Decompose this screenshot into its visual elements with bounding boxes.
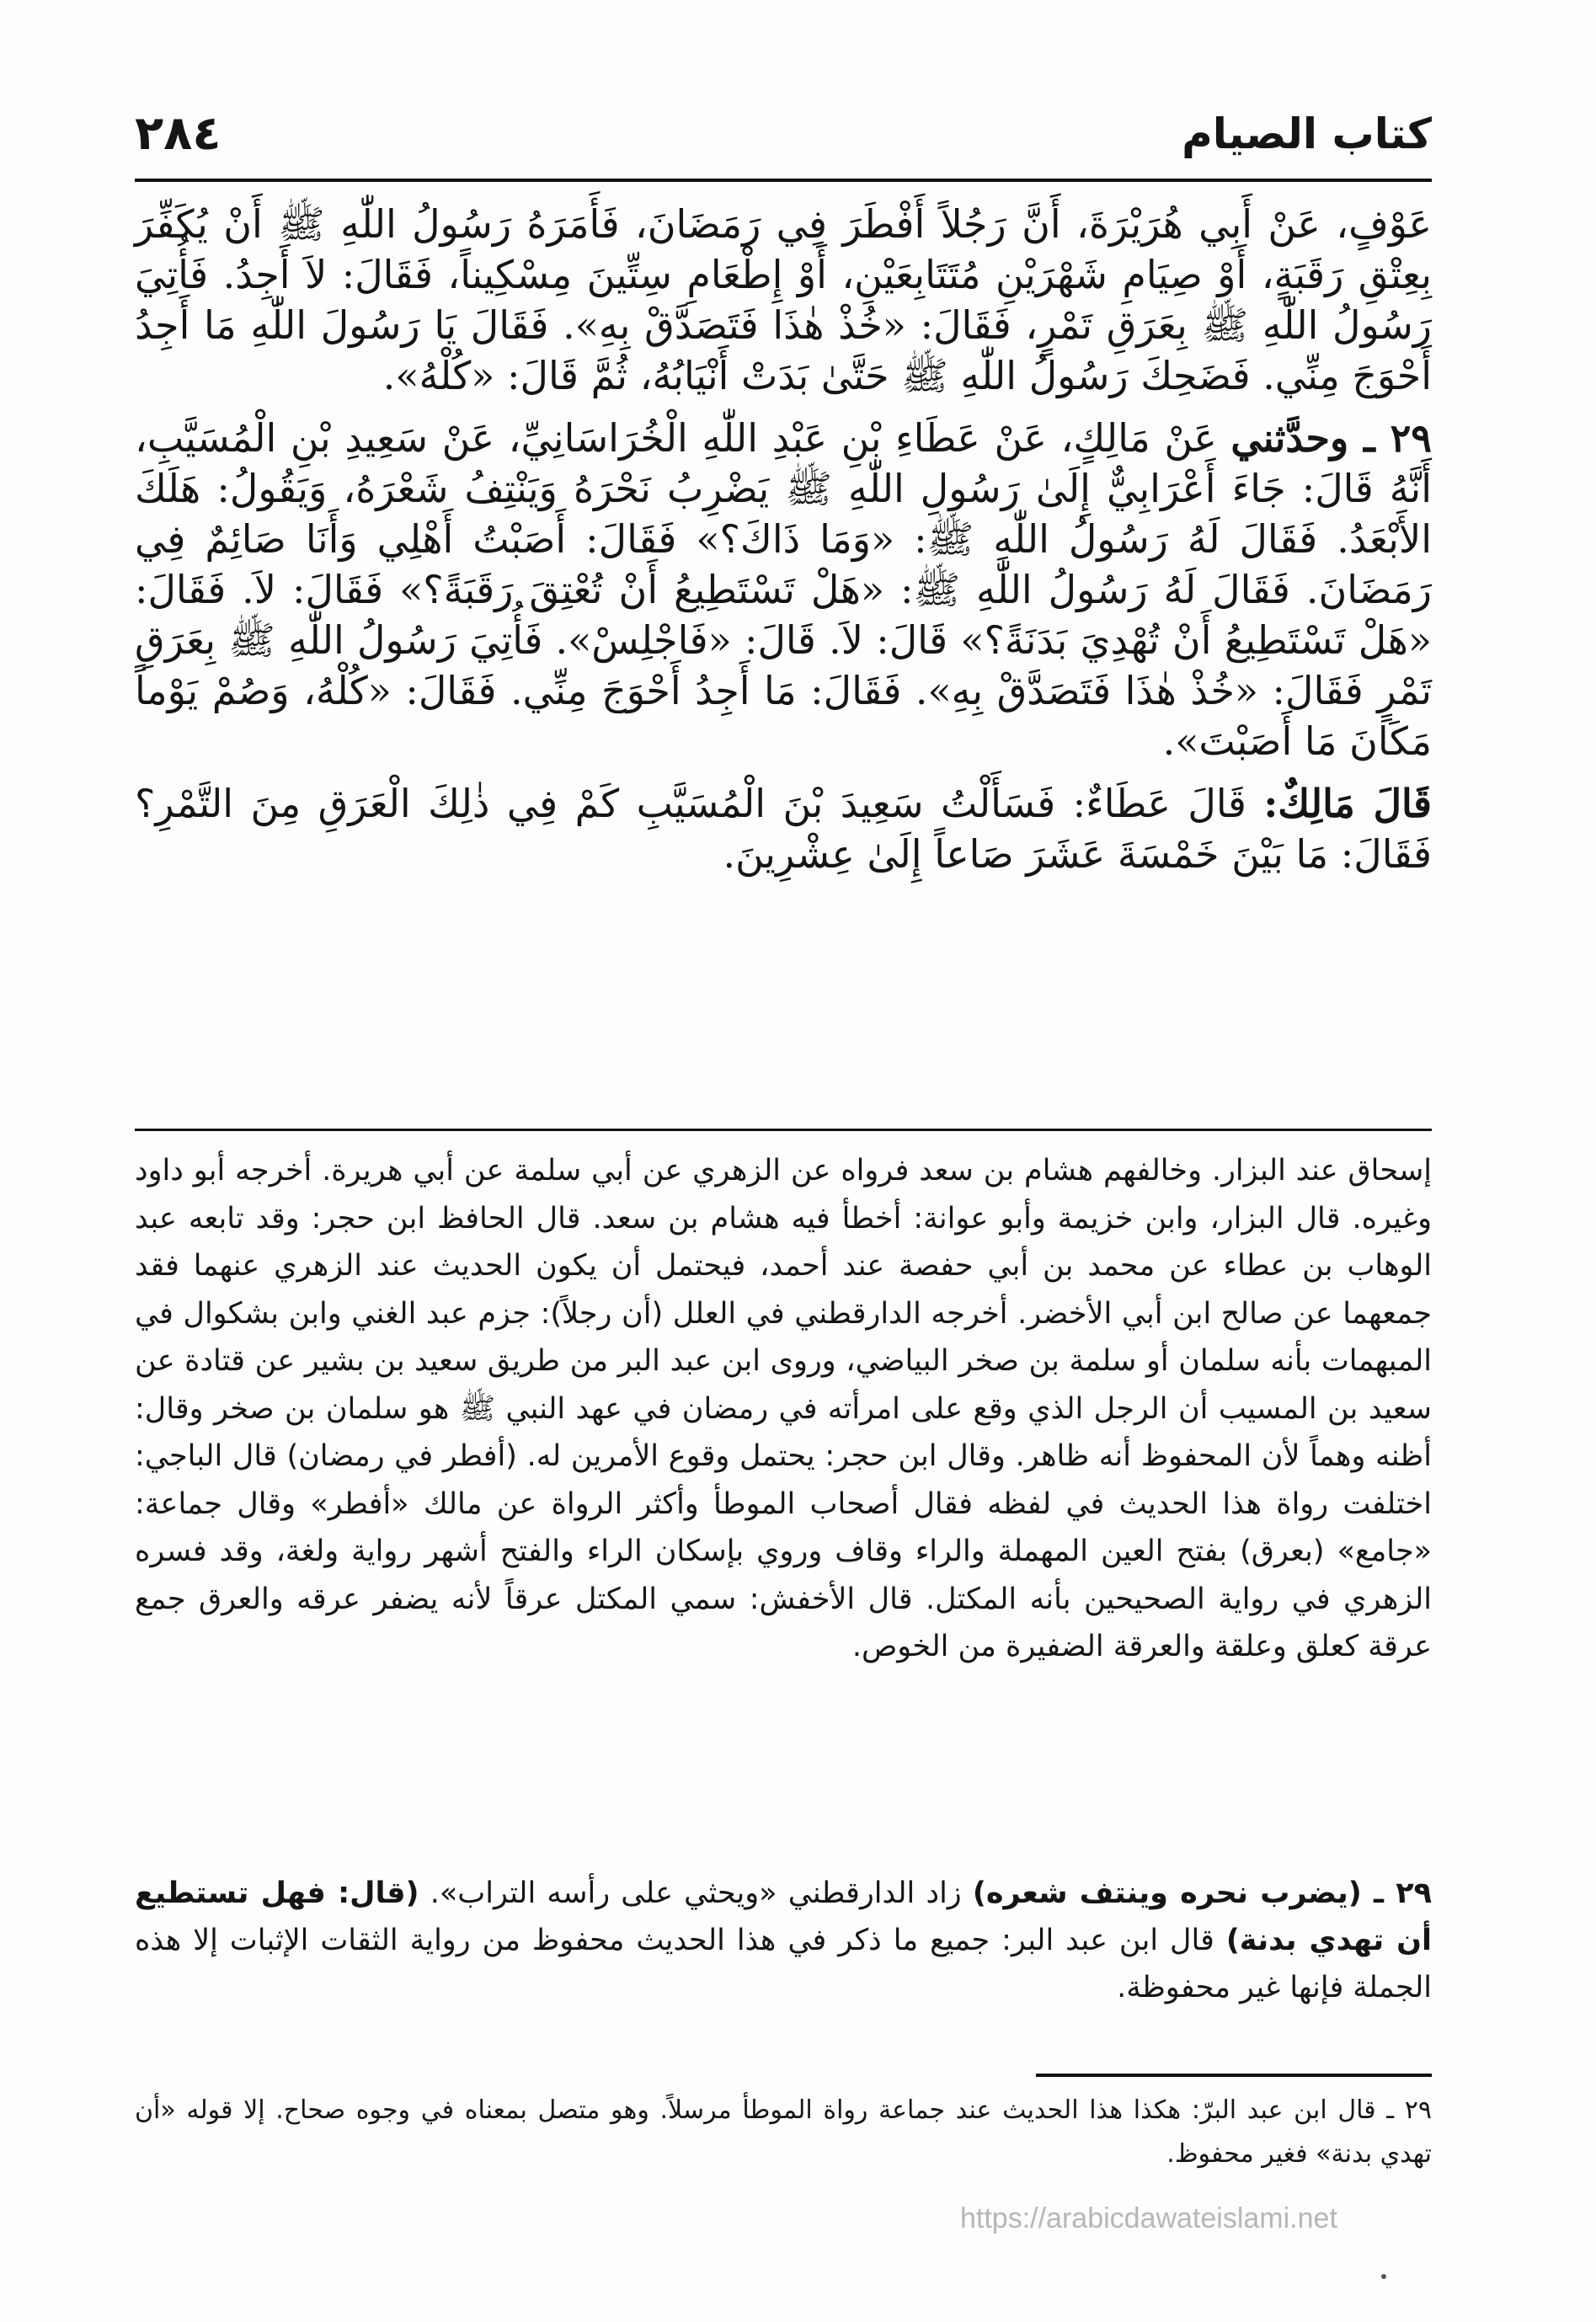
page-number: ٢٨٤ <box>135 106 222 161</box>
footnote-block <box>135 2089 1432 2176</box>
footnote-29: ٢٩ ـ قال ابن عبد البرّ: هكذا هذا الحديث عند جماعة رواة الموطأ مرسلاً. وهو متصل بمعناه في وجوه صحاح. إلا قوله «أن تهدي بدنة» فغير محفوظ. <box>135 2095 1432 2169</box>
book-title: كتاب الصيام <box>1182 109 1432 158</box>
commentary-29-text1: زاد الدارقطني «ويحثي على رأسه التراب». <box>419 1876 973 1910</box>
commentary-29-block <box>135 1870 1432 2011</box>
malik-said-lead: قَالَ مَالِكٌ: <box>1263 781 1432 826</box>
commentary-29-lead: ٢٩ ـ (يضرب نحره وينتف شعره) <box>972 1876 1432 1910</box>
commentary-block <box>135 1147 1432 1671</box>
main-text <box>135 199 1432 891</box>
main-divider <box>135 1129 1432 1131</box>
hadith-paragraph-1: عَوْفٍ، عَنْ أَبِي هُرَيْرَةَ، أَنَّ رَجُلاً أَفْطَرَ فِي رَمَضَانَ، فَأَمَرَهُ رَسُولُ اللّٰهِ ﷺ أَنْ يُكَفِّرَ بِعِتْقِ رَقَبَةٍ، أَوْ صِيَامِ شَهْرَيْنِ مُتَتَابِعَيْنِ، أَوْ إِطْعَامِ سِتِّينَ مِسْكِيناً، فَقَالَ: لاَ أَجِدُ. فَأُتِيَ رَسُولُ اللّٰهِ ﷺ بِعَرَقِ تَمْرٍ، فَقَالَ: «خُذْ هٰذَا فَتَصَدَّقْ بِهِ». فَقَالَ يَا رَسُولَ اللّٰهِ مَا أَجِدُ أَحْوَجَ مِنِّي. فَضَحِكَ رَسُولُ اللّٰهِ ﷺ حَتَّىٰ بَدَتْ أَنْيَابُهُ، ثُمَّ قَالَ: «كُلْهُ». <box>135 201 1432 398</box>
page-speck <box>1381 2274 1386 2279</box>
hadith-paragraph-3 <box>135 778 1432 879</box>
header-divider <box>135 179 1432 182</box>
malik-said-text: قَالَ عَطَاءٌ: فَسَأَلْتُ سَعِيدَ بْنَ الْمُسَيَّبِ كَمْ فِي ذٰلِكَ الْعَرَقِ مِنَ التَّمْرِ؟ فَقَالَ: مَا بَيْنَ خَمْسَةَ عَشَرَ صَاعاً إِلَىٰ عِشْرِينَ. <box>135 781 1432 877</box>
commentary-29-text2: قال ابن عبد البر: جميع ما ذكر في هذا الحديث محفوظ من رواية الثقات الإثبات إلا هذه الجملة فإنها غير محفوظة. <box>135 1924 1432 2004</box>
watermark-url: https://arabicdawateislami.net <box>960 2202 1337 2234</box>
page-header <box>135 103 1432 170</box>
hadith-number-29: ٢٩ ـ وحدَّثني <box>1230 415 1432 461</box>
commentary-text: إسحاق عند البزار. وخالفهم هشام بن سعد فرواه عن الزهري عن أبي سلمة عن أبي هريرة. أخرجه أبو داود وغيره. قال البزار، وابن خزيمة وأبو عوانة: أخطأ فيه هشام بن سعد. قال الحافظ ابن حجر: وقد تابعه عبد الوهاب بن عطاء عن محمد بن أبي حفصة عند أحمد، فيحتمل أن يكون الحديث عند الزهري عنهما فقد جمعهما عن صالح ابن أبي الأخضر. أخرجه الدارقطني في العلل (أن رجلاً): جزم عبد الغني وابن بشكوال في المبهمات بأنه سلمان أو سلمة بن صخر البياضي، وروى ابن عبد البر من طريق سعيد بن بشير عن قتادة عن سعيد بن المسيب أن الرجل الذي وقع على امرأته في رمضان في عهد النبي ﷺ هو سلمان بن صخر وقال: أظنه وهماً لأن المحفوظ أنه ظاهر. وقال ابن حجر: يحتمل وقوع الأمرين له. (أفطر في رمضان) قال الباجي: اختلفت رواة هذا الحديث في لفظه فقال أصحاب الموطأ وأكثر الرواة عن مالك «أفطر» وقال جماعة: «جامع» (بعرق) بفتح العين المهملة والراء وقاف وروي بإسكان الراء والفتح أشهر رواية ولغة، وقد فسره الزهري في رواية الصحيحين بأنه المكتل. قال الأخفش: سمي المكتل عرقاً لأنه يضفر عرقه والعرق جمع عرقة كعلق وعلقة والعرقة الضفيرة من الخوص. <box>135 1154 1432 1663</box>
footnote-divider <box>1036 2074 1432 2077</box>
commentary-29-bold: (قال: فهل تستطيع أن تهدي بدنة) <box>135 1876 1432 1957</box>
hadith-paragraph-2 <box>135 413 1432 766</box>
commentary-29 <box>135 1870 1432 2011</box>
hadith-29-text: عَنْ مَالِكٍ، عَنْ عَطَاءِ بْنِ عَبْدِ اللّٰهِ الْخُرَاسَانِيِّ، عَنْ سَعِيدِ بْنِ الْمُسَيَّبِ، أَنَّهُ قَالَ: جَاءَ أَعْرَابِيٌّ إِلَىٰ رَسُولِ اللّٰهِ ﷺ يَضْرِبُ نَحْرَهُ وَيَنْتِفُ شَعْرَهُ، وَيَقُولُ: هَلَكَ الأَبْعَدُ. فَقَالَ لَهُ رَسُولُ اللّٰهِ ﷺ: «وَمَا ذَاكَ؟» فَقَالَ: أَصَبْتُ أَهْلِي وَأَنَا صَائِمٌ فِي رَمَضَانَ. فَقَالَ لَهُ رَسُولُ اللّٰهِ ﷺ: «هَلْ تَسْتَطِيعُ أَنْ تُعْتِقَ رَقَبَةً؟» فَقَالَ: لاَ. فَقَالَ: «هَلْ تَسْتَطِيعُ أَنْ تُهْدِيَ بَدَنَةً؟» قَالَ: لاَ. قَالَ: «فَاجْلِسْ». فَأُتِيَ رَسُولُ اللّٰهِ ﷺ بِعَرَقِ تَمْرٍ فَقَالَ: «خُذْ هٰذَا فَتَصَدَّقْ بِهِ». فَقَالَ: مَا أَجِدُ أَحْوَجَ مِنِّي. فَقَالَ: «كُلْهُ، وَصُمْ يَوْماً مَكَانَ مَا أَصَبْتَ». <box>135 415 1432 764</box>
